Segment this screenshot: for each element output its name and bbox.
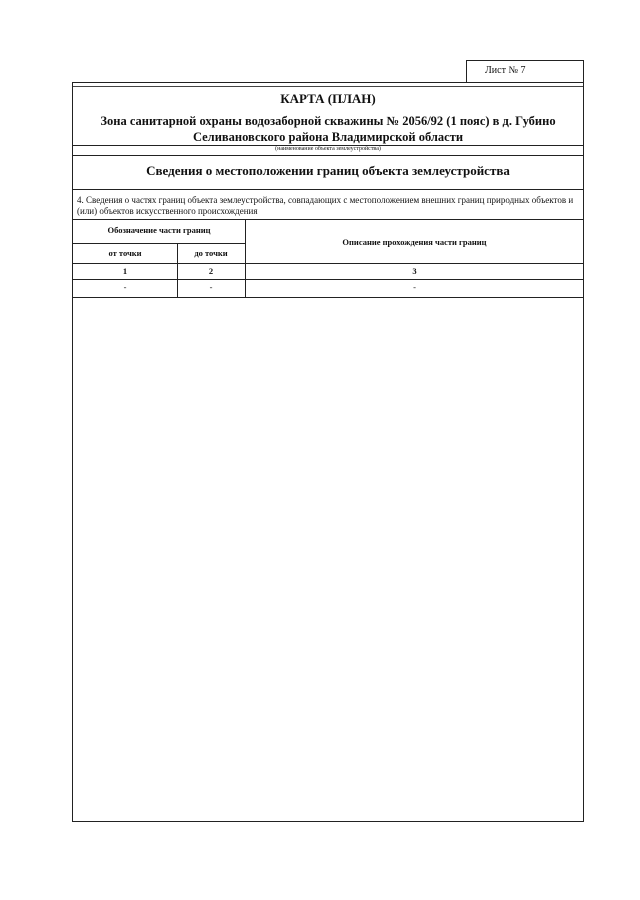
table-header-description: Описание прохождения части границ [342, 237, 487, 247]
object-name-caption: (наименование объекта землеустройства) [275, 146, 381, 152]
sheet-number-box [466, 60, 584, 82]
divider [73, 189, 583, 190]
divider [73, 155, 583, 156]
table-column-number: 2 [208, 266, 214, 276]
section-intro: 4. Сведения о частях границ объекта землеустройства, совпадающих с местоположением внешних границ природных объектов и (или) объектов искусственного происхождения [77, 195, 574, 216]
document-title: КАРТА (ПЛАН) [280, 91, 376, 106]
table-header-from: от точки [108, 248, 142, 258]
object-name: Зона санитарной охраны водозаборной скважины № 2056/92 (1 пояс) в д. Губино Селивановского района Владимирской области [100, 114, 556, 144]
table-column-number: 1 [122, 266, 128, 276]
table-column-number: 3 [412, 266, 417, 276]
table-line [73, 243, 245, 244]
table-cell-from: - [123, 282, 127, 292]
table-header-to: до точки [194, 248, 228, 258]
table-line [73, 279, 583, 280]
table-header-group: Обозначение части границ [107, 225, 211, 235]
table-cell-to: - [209, 282, 213, 292]
sheet-number-label: Лист № 7 [485, 65, 526, 76]
document-frame [72, 82, 584, 822]
table-line [73, 297, 583, 298]
table-line [73, 263, 583, 264]
boundary-parts-table [73, 219, 583, 299]
table-line [73, 219, 583, 220]
section-heading: Сведения о местоположении границ объекта землеустройства [146, 163, 510, 178]
table-cell-description: - [413, 282, 416, 292]
